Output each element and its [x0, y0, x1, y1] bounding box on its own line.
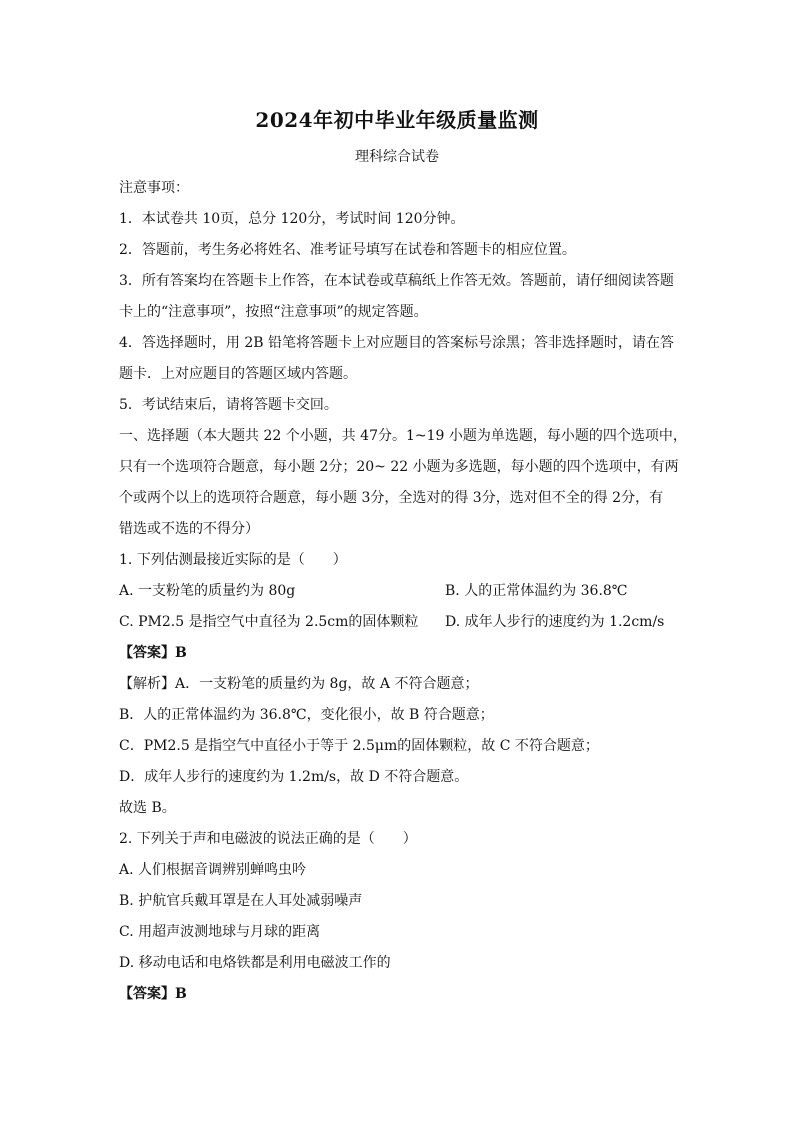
q1-option-b: B. 人的正常体温约为 36.8℃ — [445, 583, 628, 599]
q2-option-d: D. 移动电话和电烙铁都是利用电磁波工作的 — [119, 955, 391, 971]
q1-answer: 【答案】B — [119, 645, 187, 661]
notice-item: 2．答题前，考生务必将姓名、准考证号填写在试卷和答题卡的相应位置。 — [119, 242, 576, 258]
q1-analysis-line: B．人的正常体温约为 36.8℃，变化很小，故 B 符合题意； — [119, 707, 494, 723]
notice-item: 5．考试结束后，请将答题卡交回。 — [119, 397, 338, 413]
section-intro-line: 一、选择题（本大题共 22 个小题，共 47分。1~19 小题为单选题，每小题的四个选项中， — [119, 428, 687, 444]
q1-option-c: C. PM2.5 是指空气中直径为 2.5cm的固体颗粒 — [119, 614, 419, 630]
q1-option-d: D. 成年人步行的速度约为 1.2cm/s — [445, 614, 665, 630]
exam-title: 2024年初中毕业年级质量监测 — [255, 108, 539, 132]
q2-option-b: B. 护航官兵戴耳罩是在人耳处减弱噪声 — [119, 893, 363, 909]
section-intro-line: 个或两个以上的选项符合题意，每小题 3分，全选对的得 3分，选对但不全的得 2分，有 — [119, 490, 664, 506]
exam-subtitle: 理科综合试卷 — [355, 149, 439, 165]
notice-item: 1．本试卷共 10页，总分 120分，考试时间 120分钟。 — [119, 211, 465, 227]
q1-option-a: A. 一支粉笔的质量约为 80g — [119, 583, 296, 599]
q1-analysis-line: C．PM2.5 是指空气中直径小于等于 2.5μm的固体颗粒，故 C 不符合题意； — [119, 738, 599, 754]
q2-option-c: C. 用超声波测地球与月球的距离 — [119, 924, 321, 940]
q1-stem: 1. 下列估测最接近实际的是（ ） — [119, 552, 347, 568]
notice-item: 3．所有答案均在答题卡上作答，在本试卷或草稿纸上作答无效。答题前，请仔细阅读答题 — [119, 273, 674, 289]
section-intro-line: 错选或不选的不得分） — [119, 521, 259, 537]
q2-option-a: A. 人们根据音调辨别蝉鸣虫吟 — [119, 862, 307, 878]
notice-item: 4．答选择题时，用 2B 铅笔将答题卡上对应题目的答案标号涂黑；答非选择题时，请在答 — [119, 335, 675, 351]
q2-answer: 【答案】B — [119, 986, 187, 1002]
q1-analysis-line: 故选 B。 — [119, 800, 176, 816]
notice-heading: 注意事项： — [119, 180, 189, 196]
q1-analysis-line: 【解析】A．一支粉笔的质量约为 8g，故 A 不符合题意； — [119, 676, 479, 692]
notice-item: 题卡．上对应题目的答题区域内答题。 — [119, 366, 357, 382]
section-intro-line: 只有一个选项符合题意，每小题 2分；20~ 22 小题为多选题，每小题的四个选项中，有两 — [119, 459, 679, 475]
q2-stem: 2. 下列关于声和电磁波的说法正确的是（ ） — [119, 831, 417, 847]
q1-analysis-line: D．成年人步行的速度约为 1.2m/s，故 D 不符合题意。 — [119, 769, 469, 785]
notice-item: 卡上的“注意事项”，按照“注意事项”的规定答题。 — [119, 304, 428, 320]
